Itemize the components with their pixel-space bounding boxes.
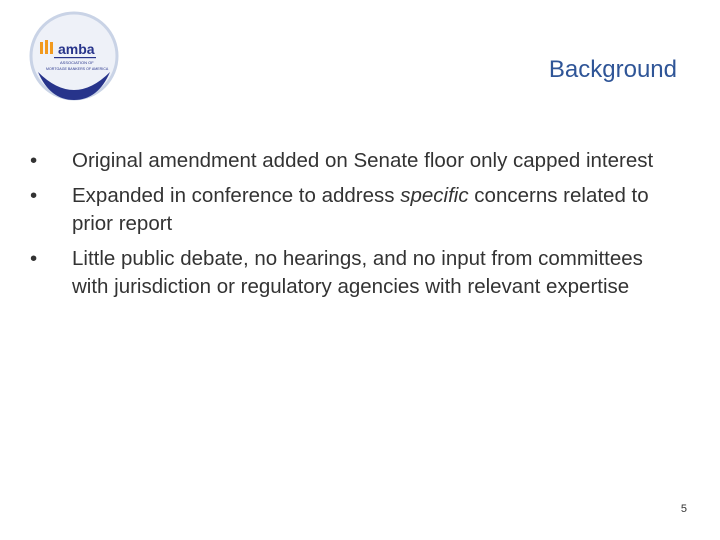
page-number: 5 — [680, 503, 687, 515]
bullet-text-segment: Original amendment added on Senate floor only capped interest — [72, 149, 654, 172]
bullet-text-segment: Expanded in conference to address — [72, 183, 401, 207]
logo-caption-line-2: MORTGAGE BANKERS OF AMERICA — [46, 67, 109, 71]
slide-title: Background — [548, 56, 677, 83]
bullet-text-segment: concerns related to prior report — [72, 183, 649, 235]
bullet-item — [30, 245, 680, 302]
bullet-text-segment: Little public debate, no hearings, and no input from committees with jurisdiction or regulatory agencies with relevant expertise — [72, 246, 643, 298]
logo-wordmark: amba — [58, 41, 95, 57]
bullet-text-emphasis: specific — [400, 183, 469, 207]
bullet-marker: • — [30, 246, 38, 270]
bullet-item — [30, 147, 680, 176]
bullet-marker: • — [30, 183, 38, 207]
bullet-text — [72, 184, 649, 236]
bullet-list — [30, 147, 680, 308]
bullet-marker: • — [30, 149, 38, 172]
bullet-item — [30, 182, 680, 239]
amba-logo-icon — [28, 10, 120, 102]
bullet-text — [72, 149, 653, 172]
logo-caption-line-1: ASSOCIATION OF — [60, 60, 94, 65]
bullet-text — [72, 247, 643, 299]
